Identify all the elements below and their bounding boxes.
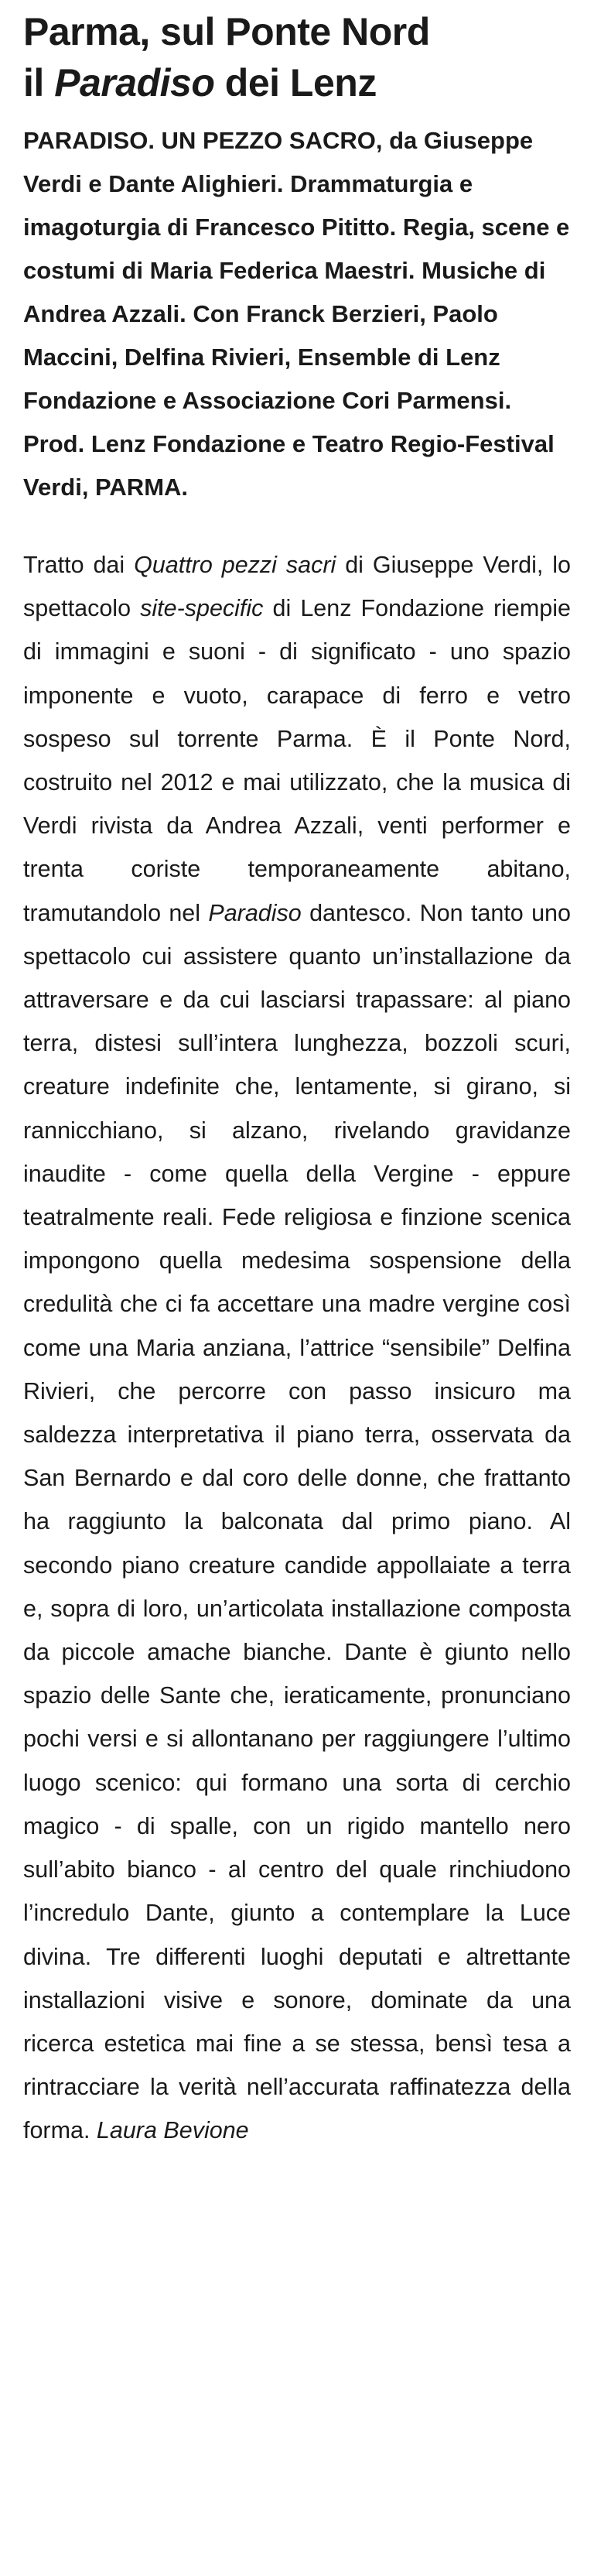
body-italic-2: site-specific (140, 595, 264, 622)
body-part-1: Tratto dai (23, 552, 135, 578)
body-part-4: dantesco. Non tanto uno spettacolo cui assistere quanto un’installazione da attraversare e da cui lasciarsi trapassare: al piano terra, distesi sull’intera lunghezza, bozzoli scuri, creature indefinite che, lentamente, si girano, si rannicchiano, si alzano, rivelando gravidanze inaudite - come quella della Vergine - eppure teatralmente reali. Fede religiosa e finzione scenica impongono quella medesima sospensione della credulità che ci fa accettare una madre vergine così come una Maria anziana, l’attrice “sensibile” Delfina Rivieri, che percorre con passo insicuro ma saldezza interpretativa il piano terra, osservata da San Bernardo e dal coro delle donne, che frattanto ha raggiunto la balconata dal primo piano. Al secondo piano creature candide appollaiate a terra e, sopra di loro, un’articolata installazione composta da piccole amache bianche. Dante è giunto nello spazio delle Sante che, ieraticamente, pronunciano pochi versi e si allontanano per raggiungere l’ultimo luogo scenico: qui formano una sorta di cerchio magico - di spalle, con un rigido mantello nero sull’abito bianco - al centro del quale rinchiudono l’incredulo Dante, giunto a contemplare la Luce divina. Tre differenti luoghi deputati e altrettante installazioni visive e sonore, dominate da una ricerca estetica mai fine a se stessa, bensì tesa a rintracciare la verità nell’accurata raffinatezza della forma. (23, 899, 571, 2144)
body-part-2: di Giuseppe Verdi, lo spettacolo (23, 552, 571, 622)
headline-line-2-italic: Paradiso (54, 61, 215, 104)
review-body (23, 543, 571, 2153)
body-italic-1: Quattro pezzi sacri (134, 552, 336, 578)
credits-text: , da Giuseppe Verdi e Dante Alighieri. Drammaturgia e imagoturgia di Francesco Pititto. Regia, scene e costumi di Maria Federica Maestri. Musiche di Andrea Azzali. Con Franck Berzieri, Paolo Maccini, Delfina Rivieri, Ensemble di Lenz Fondazione e Associazione Cori Parmensi. Prod. Lenz Fondazione e Teatro Regio-Festival Verdi, PARMA. (23, 127, 570, 501)
body-part-3: di Lenz Fondazione riempie di immagini e suoni - di significato - uno spazio imponente e vuoto, carapace di ferro e vetro sospeso sul torrente Parma. È il Ponte Nord, costruito nel 2012 e mai utilizzato, che la musica di Verdi rivista da Andrea Azzali, venti performer e trenta coriste temporaneamente abitano, tramutandolo nel (23, 595, 571, 926)
headline-line-2-prefix: il (23, 61, 55, 104)
headline-line-2-suffix: dei Lenz (214, 61, 377, 104)
review-author: Laura Bevione (96, 2117, 249, 2144)
article-headline (23, 6, 571, 108)
show-credits (23, 119, 571, 509)
show-title: PARADISO. UN PEZZO SACRO (23, 127, 376, 154)
body-italic-3: Paradiso (208, 899, 302, 926)
headline-line-1: Parma, sul Ponte Nord (23, 10, 430, 53)
